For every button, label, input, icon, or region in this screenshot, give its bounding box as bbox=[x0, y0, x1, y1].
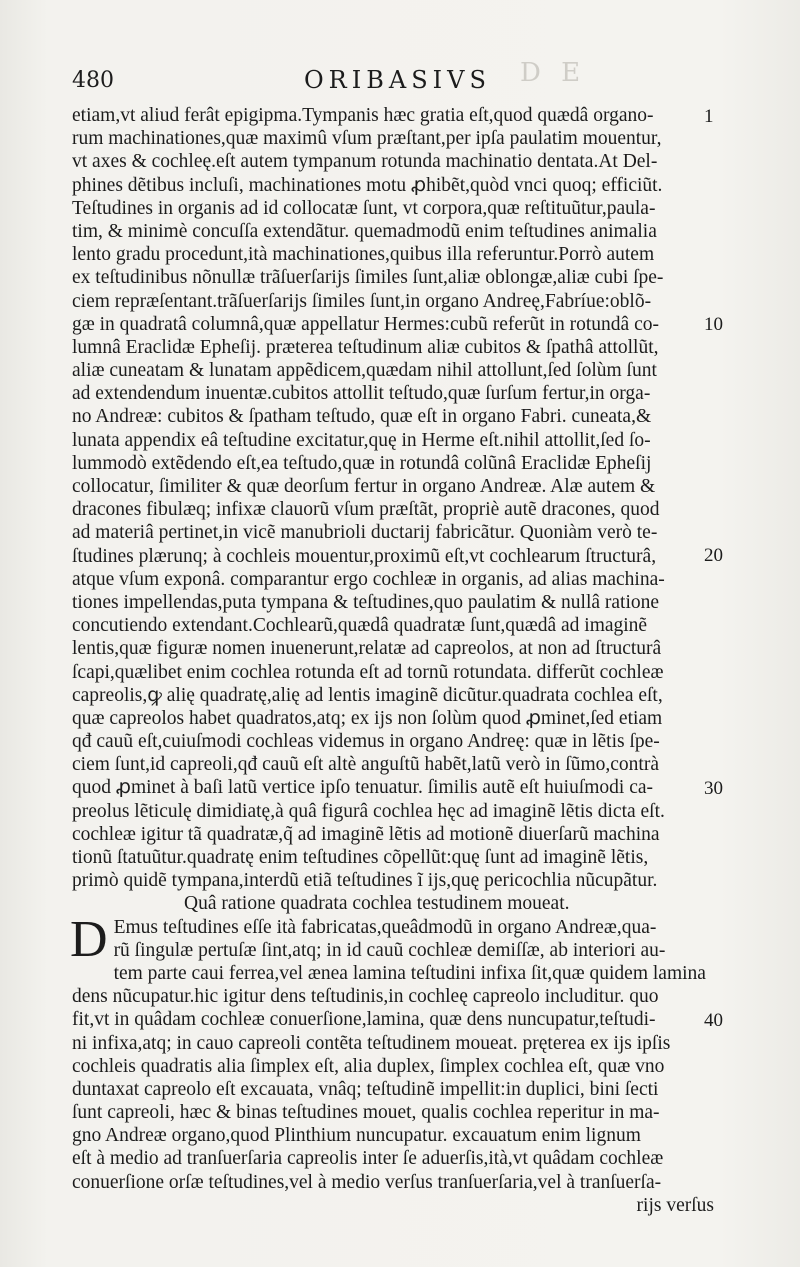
drop-cap: D bbox=[70, 910, 108, 968]
text-line: ſunt capreoli, hæc & binas teſtudines mouet, qualis cochlea reperitur in ma- bbox=[72, 1102, 660, 1124]
text-line: phines dẽtibus incluſi, machinationes motu ꝓhibẽt,quòd vnci quoq; efficiũt. bbox=[72, 174, 663, 196]
text-line: ſtudines plærunq; à cochleis mouentur,proximũ eſt,vt cochlearum ſtructurâ, bbox=[72, 545, 657, 567]
text-line: quod ꝓminet à baſi latũ vertice ipſo tenuatur. ſimilis autẽ eſt huiuſmodi ca- bbox=[72, 777, 654, 799]
text-line: Emus teſtudines eſſe ità fabricatas,queâdmodũ in organo Andreæ,qua- bbox=[113, 916, 657, 938]
margin-number-30: 30 bbox=[704, 778, 723, 799]
text-line: rũ ſingulæ pertuſæ ſint,atq; in id cauũ cochleæ demiſſæ, ab interiori au- bbox=[113, 939, 666, 961]
text-line: ciem repræſentant.trãſuerſarijs ſimiles ſunt,in organo Andreę,Fabríue:oblõ- bbox=[72, 290, 652, 312]
text-line: quæ capreolos habet quadratos,atq; ex ijs non ſolùm quod ꝓminet,ſed etiam bbox=[72, 707, 663, 729]
text-line: qđ cauũ eſt,cuiuſmodi cochleas videmus in organo Andreę: quæ in lẽtis ſpe- bbox=[72, 731, 660, 753]
margin-number-20: 20 bbox=[704, 545, 723, 566]
text-line: eſt à medio ad tranſuerſaria capreolis inter ſe aduerſis,ità,vt quâdam cochleæ bbox=[72, 1148, 664, 1170]
text-line: collocatur, ſimiliter & quæ deorſum fertur in organo Andreæ. Alæ autem & bbox=[72, 476, 656, 497]
text-line: tionũ ſtatuũtur.quadratę enim teſtudines cõpellũt:quę ſunt ad imaginẽ lẽtis, bbox=[72, 847, 649, 868]
text-line: ex teſtudinibus nõnullæ trãſuerſarijs ſimiles ſunt,aliæ oblongæ,aliæ cubi ſpe- bbox=[72, 267, 664, 289]
text-line: tiones impellendas,puta tympana & teſtudines,quo paulatim & nullâ ratione bbox=[72, 591, 660, 613]
text-line: preolus lẽticulę dimidiatę,à quâ figurâ cochlea hęc ad imaginẽ lẽtis dicta eſt. bbox=[72, 800, 665, 822]
text-line: cochleis quadratis alia ſimplex eſt, alia duplex, ſimplex cochlea eſt, quæ vno bbox=[72, 1055, 665, 1077]
text-line: etiam,vt aliud ferât epigipma.Tympanis hæc gratia eſt,quod quædâ organo- bbox=[72, 105, 654, 126]
text-line: Teſtudines in organis ad id collocatæ ſunt, vt corpora,quæ reſtituũtur,paula- bbox=[72, 197, 656, 219]
text-line: aliæ cuneatam & lunatam appẽdicem,quædam nihil attollunt,ſed ſolùm ſunt bbox=[72, 360, 657, 382]
text-line: lummodò extẽdendo eſt,ea teſtudo,quæ in rotundâ colũnâ Eraclidæ Epheſij bbox=[72, 452, 652, 474]
section-heading: Quâ ratione quadrata cochlea testudinem moueat. bbox=[184, 893, 570, 915]
text-line: vt axes & cochleę.eſt autem tympanum rotunda machinatio dentata.At Del- bbox=[72, 151, 658, 173]
text-block bbox=[72, 104, 714, 1217]
margin-number-1: 1 bbox=[704, 106, 714, 127]
text-line: ad extendendum inuentæ.cubitos attollit teſtudo,quæ ſurſum fertur,in orga- bbox=[72, 383, 651, 405]
text-line: gæ in quadratâ columnâ,quæ appellatur Hermes:cubũ referũt in rotundâ co- bbox=[72, 313, 659, 335]
paragraph-2 bbox=[70, 910, 714, 1194]
running-head: ORIBASIVS bbox=[304, 66, 491, 94]
text-line: dracones fibulæq; infixæ clauorũ vſum præſtãt, propriè autẽ dracones, quod bbox=[72, 499, 660, 521]
text-line: gno Andreæ organo,quod Plinthium nuncupatur. excauatum enim lignum bbox=[72, 1125, 641, 1147]
catchword: rijs verſus bbox=[636, 1194, 714, 1216]
text-line: ciem ſunt,id capreoli,qđ cauũ eſt altè anguſtũ habẽt,latũ verò in ſũmo,contrà bbox=[72, 754, 659, 776]
text-line: lunata appendix eâ teſtudine excitatur,quę in Herme eſt.nihil attollit,ſed ſo- bbox=[72, 429, 651, 451]
bleed-through-text: D E bbox=[520, 58, 587, 88]
text-line: capreolis,ꝙ alię quadratę,alię ad lentis imaginẽ dicũtur.quadrata cochlea eſt, bbox=[72, 684, 663, 706]
page-number: 480 bbox=[72, 68, 114, 93]
text-line: duntaxat capreolo eſt excauata, vnâq; teſtudinẽ impellit:in duplici, bini ſecti bbox=[72, 1078, 659, 1100]
page-header bbox=[72, 64, 700, 100]
text-line: lento gradu procedunt,ità machinationes,quibus illa referuntur.Porrò autem bbox=[72, 244, 655, 266]
text-line: fit,vt in quâdam cochleæ conuerſione,lamina, quæ dens nuncupatur,teſtudi- bbox=[72, 1009, 656, 1031]
text-line: lentis,quæ figuræ nomen inuenerunt,relatæ ad capreolos, at non ad ſtructurâ bbox=[72, 638, 662, 660]
text-line: ni infixa,atq; in cauo capreoli contẽta teſtudinem moueat. pręterea ex ijs ipſis bbox=[72, 1032, 671, 1054]
text-line: concutiendo extendant.Cochlearũ,quædâ quadratæ ſunt,quædâ ad imaginẽ bbox=[72, 615, 648, 637]
margin-number-40: 40 bbox=[704, 1010, 723, 1031]
text-line: lumnâ Eraclidæ Epheſij. præterea teſtudinum aliæ cubitos & ſpathâ attollũt, bbox=[72, 336, 659, 358]
text-line: ad materiâ pertinet,in vicẽ manubrioli ductarij fabricãtur. Quoniàm verò te- bbox=[72, 522, 658, 544]
text-line: no Andreæ: cubitos & ſpatham teſtudo, quæ eſt in organo Fabri. cuneata,& bbox=[72, 406, 652, 428]
text-line: primò quidẽ tympana,interdũ etiã teſtudines ĩ ijs,quę pericochlia nũcupãtur. bbox=[72, 870, 658, 892]
text-line: rum machinationes,quæ maximû vſum præſtant,per ipſa paulatim mouentur, bbox=[72, 128, 662, 150]
margin-number-10: 10 bbox=[704, 314, 723, 335]
text-line: conuerſione orſæ teſtudines,vel à medio verſus tranſuerſaria,vel à tranſuerſa- bbox=[72, 1171, 662, 1193]
text-line: cochleæ igitur tã quadratæ,q̃ ad imaginẽ lẽtis ad motionẽ diuerſarũ machina bbox=[72, 823, 660, 845]
text-line: tim, & minimè concuſſa extendãtur. quemadmodũ enim teſtudines animalia bbox=[72, 220, 657, 242]
text-line: ſcapi,quælibet enim cochlea rotunda eſt ad tornũ rotundata. differũt cochleæ bbox=[72, 661, 664, 683]
text-line: tem parte caui ferrea,vel ænea lamina teſtudini infixa ſit,quæ quidem lamina bbox=[113, 962, 706, 984]
text-line: atque vſum exponâ. comparantur ergo cochleæ in organis, ad alias machina- bbox=[72, 568, 665, 590]
paragraph-1 bbox=[72, 104, 714, 892]
text-line: dens nũcupatur.hic igitur dens teſtudinis,in cochleę capreolo includitur. quo bbox=[72, 986, 659, 1008]
